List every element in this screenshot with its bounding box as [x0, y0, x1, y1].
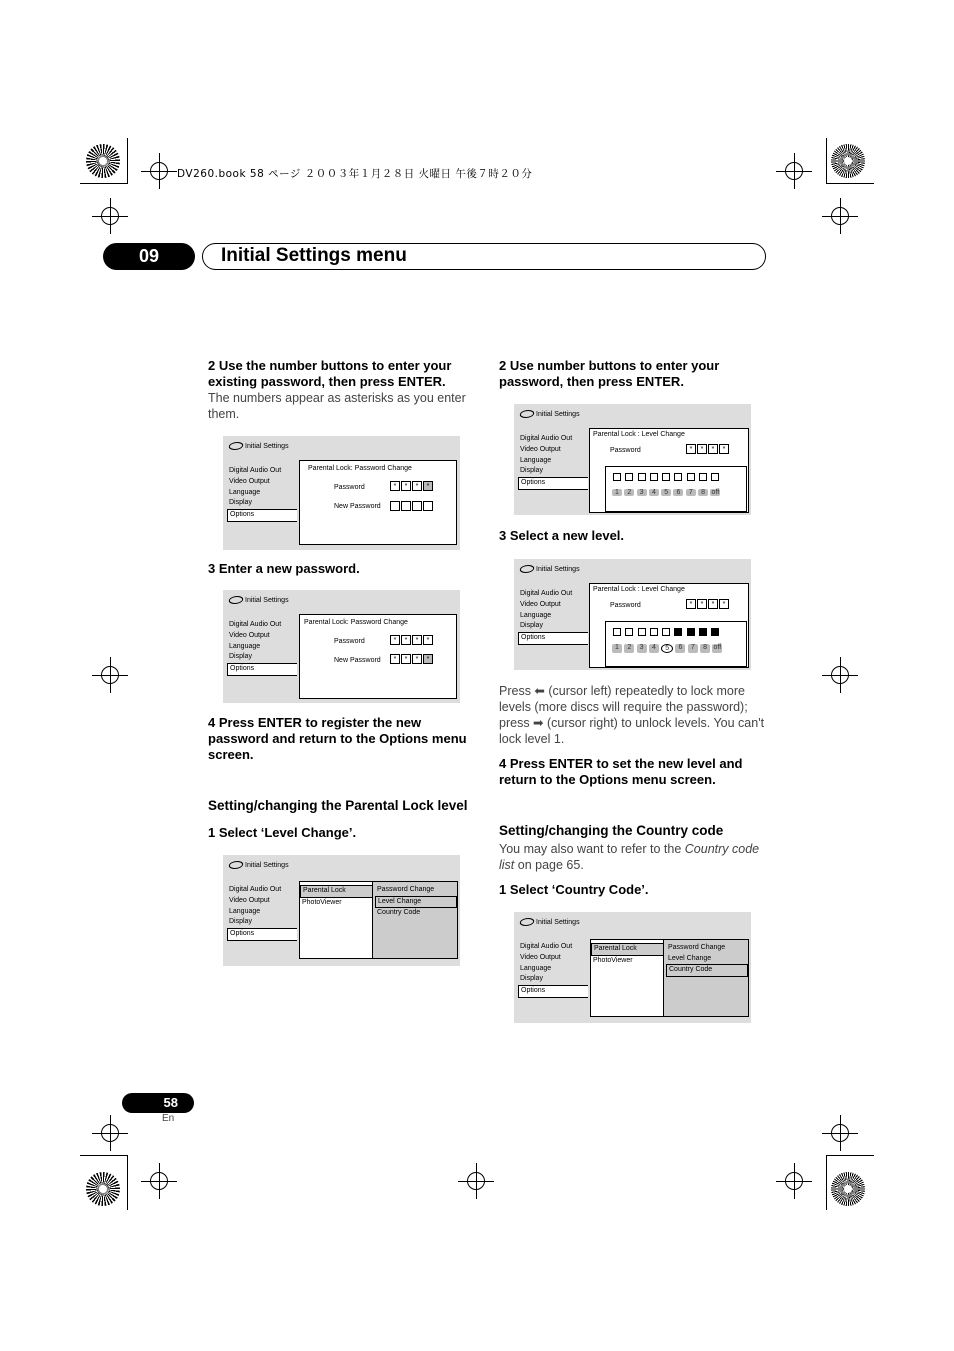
new-password-label: New Password — [334, 503, 381, 510]
settings-menu — [520, 434, 588, 490]
unlock-icon — [674, 473, 682, 481]
option-parental-lock: Parental Lock — [591, 943, 665, 956]
country-code-reference: You may also want to refer to the Country code list on page 65. — [499, 842, 760, 872]
screen-password-change-1 — [223, 436, 460, 550]
password-change-panel — [299, 614, 457, 699]
left-step2-body: The numbers appear as asterisks as you enter them. — [208, 391, 466, 421]
crop-wheel-icon — [831, 1172, 865, 1206]
registration-mark-icon — [831, 1124, 849, 1142]
screen-header: Initial Settings — [245, 442, 289, 450]
screen-header: Initial Settings — [536, 410, 580, 418]
menu-item: Display — [229, 653, 252, 661]
unlock-icon — [711, 473, 719, 481]
registration-mark-icon — [101, 207, 119, 225]
left-step3-title: 3 Enter a new password. — [208, 561, 360, 576]
submenu-level-change: Level Change — [668, 954, 712, 962]
menu-item: Digital Audio Out — [520, 943, 573, 950]
disc-icon — [228, 442, 245, 450]
right-step1-title: 1 Select ‘Country Code’. — [499, 882, 649, 897]
lock-row — [612, 628, 720, 638]
panel-title: Parental Lock: Password Change — [308, 465, 412, 472]
menu-item-selected: Options — [227, 509, 297, 522]
menu-item-selected: Options — [227, 928, 297, 941]
menu-item: Display — [520, 622, 543, 630]
right-step2-title: 2 Use number buttons to enter your password, then press ENTER. — [499, 358, 720, 389]
settings-menu — [520, 589, 588, 645]
menu-item: Display — [520, 975, 543, 983]
menu-item: Display — [229, 499, 252, 507]
page-language: En — [162, 1113, 175, 1124]
registration-mark-icon — [101, 666, 119, 684]
menu-item: Video Output — [520, 445, 561, 453]
screen-options-country-code — [514, 912, 751, 1023]
level-change-panel — [589, 428, 749, 513]
menu-item-selected: Options — [518, 985, 588, 998]
screen-header: Initial Settings — [536, 565, 580, 573]
screen-header: Initial Settings — [245, 596, 289, 604]
menu-item: Display — [229, 918, 252, 926]
menu-item: Language — [520, 611, 552, 619]
panel-title: Parental Lock : Level Change — [593, 431, 685, 438]
menu-item: Display — [520, 467, 543, 475]
unlock-icon — [687, 473, 695, 481]
left-step2-title: 2 Use the number buttons to enter your existing password, then press ENTER. — [208, 358, 452, 389]
menu-item: Language — [520, 456, 552, 464]
registration-mark-icon — [831, 207, 849, 225]
new-password-label: New Password — [334, 657, 381, 664]
options-panel — [590, 939, 748, 1017]
submenu-password-change: Password Change — [668, 944, 726, 951]
registration-mark-icon — [831, 666, 849, 684]
parental-submenu — [663, 939, 749, 1017]
password-label: Password — [610, 447, 641, 454]
left-section-title: Setting/changing the Parental Lock level — [208, 798, 468, 813]
submenu-password-change: Password Change — [377, 886, 435, 893]
menu-item: Video Output — [229, 477, 270, 485]
password-label: Password — [610, 602, 641, 609]
registration-mark-icon — [101, 1124, 119, 1142]
registration-mark-icon — [150, 162, 168, 180]
menu-item: Language — [520, 964, 552, 972]
unlock-icon — [613, 628, 621, 636]
lock-icon — [711, 628, 719, 636]
settings-menu — [229, 466, 297, 522]
menu-item: Digital Audio Out — [520, 590, 573, 597]
unlock-icon — [638, 628, 646, 636]
password-label: Password — [334, 638, 365, 645]
options-panel — [299, 881, 457, 959]
submenu-country-code: Country Code — [377, 909, 421, 916]
new-password-field: * * * * — [390, 654, 433, 664]
menu-item: Language — [229, 907, 261, 915]
screen-header: Initial Settings — [536, 918, 580, 926]
screen-options-level-change — [223, 855, 460, 966]
parental-submenu — [372, 881, 458, 959]
registration-mark-icon — [785, 1172, 803, 1190]
file-header: DV260.book 58 ページ ２００３年１月２８日 火曜日 午後７時２０分 — [177, 168, 533, 180]
registration-mark-icon — [150, 1172, 168, 1190]
menu-item: Language — [229, 642, 261, 650]
option-photoviewer: PhotoViewer — [302, 898, 342, 906]
submenu-country-code: Country Code — [666, 964, 748, 977]
menu-item: Digital Audio Out — [229, 467, 282, 474]
lock-row — [612, 473, 720, 483]
unlock-icon — [613, 473, 621, 481]
unlock-icon — [625, 473, 633, 481]
disc-icon — [228, 861, 245, 869]
menu-item: Video Output — [520, 600, 561, 608]
unlock-icon — [699, 473, 707, 481]
option-parental-lock: Parental Lock — [300, 885, 374, 898]
level-numbers: 1 2 3 4 5 6 7 8 off — [612, 644, 722, 653]
menu-item: Digital Audio Out — [229, 621, 282, 628]
chapter-title-box — [202, 243, 766, 270]
disc-icon — [519, 410, 536, 418]
password-label: Password — [334, 484, 365, 491]
new-password-field — [390, 501, 433, 511]
screen-level-change-2 — [514, 559, 751, 670]
right-step4-title: 4 Press ENTER to set the new level and return to the Options menu screen. — [499, 756, 743, 787]
menu-item: Video Output — [229, 896, 270, 904]
menu-item-selected: Options — [227, 663, 297, 676]
password-change-panel — [299, 460, 457, 545]
settings-menu — [520, 942, 588, 998]
registration-mark-icon — [785, 162, 803, 180]
unlock-icon — [638, 473, 646, 481]
level-selector — [605, 621, 747, 667]
country-code-list-ref: Country code list — [499, 842, 760, 872]
panel-title: Parental Lock: Password Change — [304, 619, 408, 626]
menu-item: Digital Audio Out — [520, 435, 573, 442]
crop-wheel-icon — [831, 144, 865, 178]
unlock-icon — [662, 628, 670, 636]
level-selector — [605, 466, 747, 512]
crop-wheel-icon — [86, 144, 120, 178]
settings-menu — [229, 885, 297, 941]
right-step3-title: 3 Select a new level. — [499, 528, 625, 543]
lock-icon — [699, 628, 707, 636]
option-photoviewer: PhotoViewer — [593, 956, 633, 964]
page-title: Initial Settings menu — [221, 245, 407, 266]
unlock-icon — [662, 473, 670, 481]
unlock-icon — [650, 628, 658, 636]
menu-item-selected: Options — [518, 632, 588, 645]
screen-header: Initial Settings — [245, 861, 289, 869]
left-step1-title: 1 Select ‘Level Change’. — [208, 825, 357, 840]
disc-icon — [519, 565, 536, 573]
level-numbers: 1 2 3 4 5 6 7 8 off — [612, 489, 720, 496]
menu-item: Video Output — [520, 953, 561, 961]
disc-icon — [519, 918, 536, 926]
menu-item: Video Output — [229, 631, 270, 639]
screen-password-change-2 — [223, 590, 460, 703]
level-change-panel — [589, 583, 749, 668]
left-step4-title: 4 Press ENTER to register the new password and return to the Options menu screen. — [208, 715, 467, 762]
password-field: * * * * — [686, 599, 729, 609]
menu-item: Digital Audio Out — [229, 886, 282, 893]
password-field: * * * * — [390, 481, 433, 491]
unlock-icon — [625, 628, 633, 636]
settings-menu — [229, 620, 297, 676]
unlock-icon — [650, 473, 658, 481]
right-section-title: Setting/changing the Country code — [499, 823, 724, 838]
lock-icon — [674, 628, 682, 636]
lock-icon — [687, 628, 695, 636]
disc-icon — [228, 596, 245, 604]
screen-level-change-1 — [514, 404, 751, 515]
password-field: * * * * — [686, 444, 729, 454]
panel-title: Parental Lock : Level Change — [593, 586, 685, 593]
chapter-number: 09 — [103, 243, 195, 270]
menu-item: Language — [229, 488, 261, 496]
registration-mark-icon — [467, 1172, 485, 1190]
menu-item-selected: Options — [518, 477, 588, 490]
cursor-instructions: Press ⬅ (cursor left) repeatedly to lock more levels (more discs will require the password); press ➡ (cursor right) to unlock levels. You can't lock level 1. — [499, 684, 765, 746]
crop-wheel-icon — [86, 1172, 120, 1206]
password-field: * * * * — [390, 635, 433, 645]
page-number: 58 — [122, 1093, 194, 1113]
submenu-level-change: Level Change — [375, 896, 457, 909]
